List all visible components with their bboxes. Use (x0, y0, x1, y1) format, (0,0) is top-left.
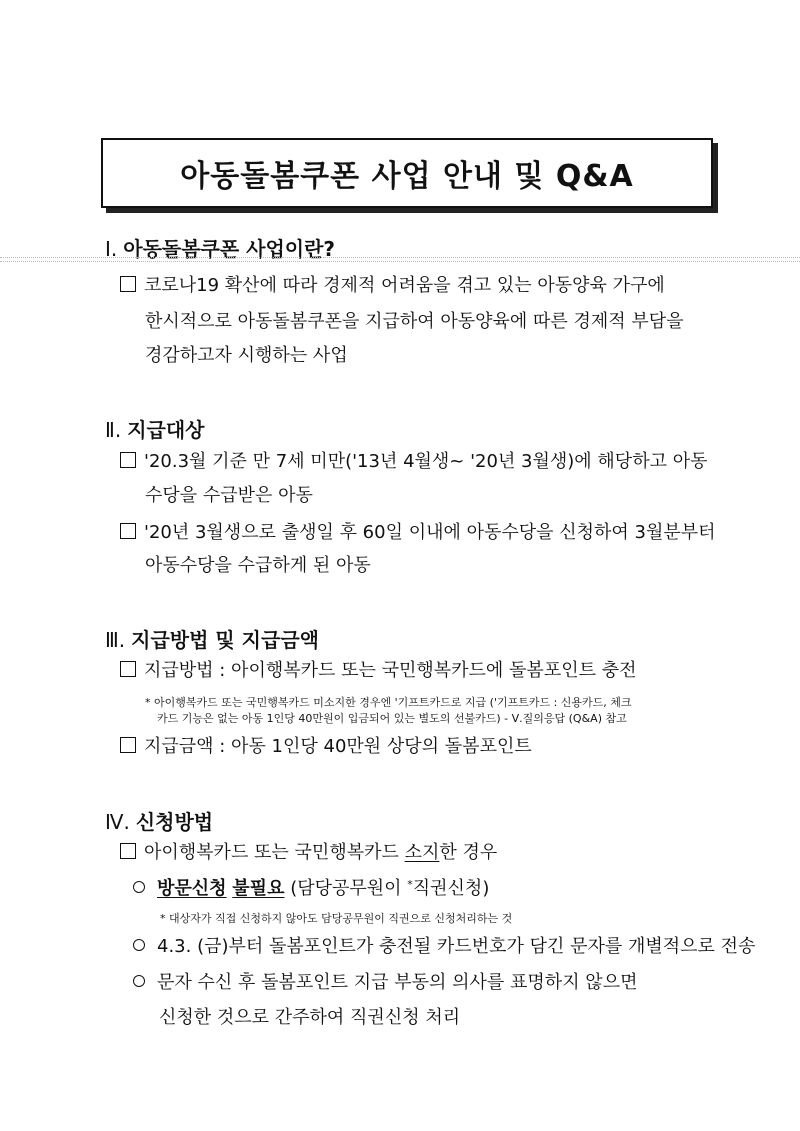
bullet-2-text: 4.3. (금)부터 돌봄포인트가 충전될 카드번호가 담긴 문자를 개별적으로 전송 (157, 936, 756, 957)
section-1-line-3 (145, 347, 348, 365)
bullet-3-text-2: 신청한 것으로 간주하여 직권신청 처리 (159, 1007, 461, 1028)
section-3-note-text-1: * 아이행복카드 또는 국민행복카드 미소지한 경우엔 '기프트카드로 지급 ('기프트카드 : 신용카드, 체크 (145, 696, 632, 709)
section-1-line-2 (145, 313, 684, 331)
section-2-line-2 (145, 487, 313, 505)
section-2-text-2: 수당을 수급받은 아동 (145, 485, 313, 506)
section-2-number: Ⅱ. (105, 418, 122, 442)
section-4-bullet-1 (133, 879, 489, 898)
section-3-title: 지급방법 및 지급금액 (131, 628, 319, 652)
section-4-number: Ⅳ. (105, 810, 130, 834)
section-3-number: Ⅲ. (105, 628, 126, 652)
section-1-text-3: 경감하고자 시행하는 사업 (145, 345, 348, 366)
section-3-line-1 (120, 661, 636, 680)
bullet-1-underlined-2: 불필요 (232, 878, 285, 899)
dotted-rule (0, 257, 800, 262)
checkbox-icon (120, 523, 136, 539)
section-2-line-4 (145, 557, 371, 575)
section-3-heading (105, 624, 319, 653)
page-title: 아동돌봄쿠폰 사업 안내 및 Q&A (180, 159, 634, 194)
section-4-note-text: * 대상자가 직접 신청하지 않아도 담당공무원이 직권으로 신청처리하는 것 (160, 912, 513, 925)
section-4-bullet-2 (133, 938, 755, 956)
section-4-line-1 (120, 843, 497, 862)
circle-bullet-icon (133, 881, 145, 893)
checkbox-icon (120, 737, 136, 753)
section-4-heading (105, 806, 213, 835)
section-4-bullet-3-cont (159, 1009, 460, 1027)
section-3-note-2 (157, 713, 627, 724)
checkbox-icon (120, 276, 136, 292)
section-4-note (160, 913, 512, 924)
section-4-bullet-3 (133, 974, 637, 992)
bullet-1-rest-a: (담당공무원이 (284, 878, 408, 899)
title-box (101, 138, 713, 208)
section-2-text-4: 아동수당을 수급하게 된 아동 (145, 555, 371, 576)
bullet-3-text-1: 문자 수신 후 돌봄포인트 지급 부동의 의사를 표명하지 않으면 (157, 972, 638, 993)
section-1-title: 아동돌봄쿠폰 사업이란? (123, 237, 336, 261)
checkbox-icon (120, 661, 136, 677)
circle-bullet-icon (133, 975, 145, 987)
section-3-text-1: 지급방법 : 아이행복카드 또는 국민행복카드에 돌봄포인트 충전 (144, 660, 637, 681)
section-3-note-1 (145, 697, 632, 708)
bullet-1-underlined-1: 방문신청 (157, 878, 227, 899)
section-2-title: 지급대상 (127, 418, 205, 442)
section-2-text-3: '20년 3월생으로 출생일 후 60일 이내에 아동수당을 신청하여 3월분부터 (144, 522, 716, 543)
section-1-text-1: 코로나19 확산에 따라 경제적 어려움을 겪고 있는 아동양육 가구에 (144, 275, 665, 296)
section-1-text-2: 한시적으로 아동돌봄쿠폰을 지급하여 아동양육에 따른 경제적 부담을 (145, 311, 684, 332)
section-2-line-1 (120, 452, 707, 471)
section-4-text-pre: 아이행복카드 또는 국민행복카드 (144, 842, 405, 863)
section-2-text-1: '20.3월 기준 만 7세 미만('13년 4월생~ '20년 3월생)에 해당하고 아동 (144, 451, 708, 472)
section-4-text-underlined: 소지 (404, 842, 440, 863)
section-1-number: Ⅰ. (105, 237, 118, 261)
section-2-line-3 (120, 523, 716, 542)
checkbox-icon (120, 452, 136, 468)
section-2-heading (105, 414, 204, 443)
checkbox-icon (120, 843, 136, 859)
section-3-line-2 (120, 737, 532, 756)
circle-bullet-icon (133, 939, 145, 951)
section-1-line-1 (120, 276, 665, 295)
bullet-1-star: * (407, 878, 413, 891)
section-3-text-2: 지급금액 : 아동 1인당 40만원 상당의 돌봄포인트 (144, 736, 532, 757)
section-3-note-text-2: 카드 기능은 없는 아동 1인당 40만원이 입금되어 있는 별도의 선불카드) - Ⅴ.질의응답 (Q&A) 참고 (157, 712, 627, 725)
section-4-title: 신청방법 (135, 810, 214, 834)
section-4-text-post: 한 경우 (439, 842, 498, 863)
bullet-1-rest-b: 직권신청) (412, 878, 490, 899)
